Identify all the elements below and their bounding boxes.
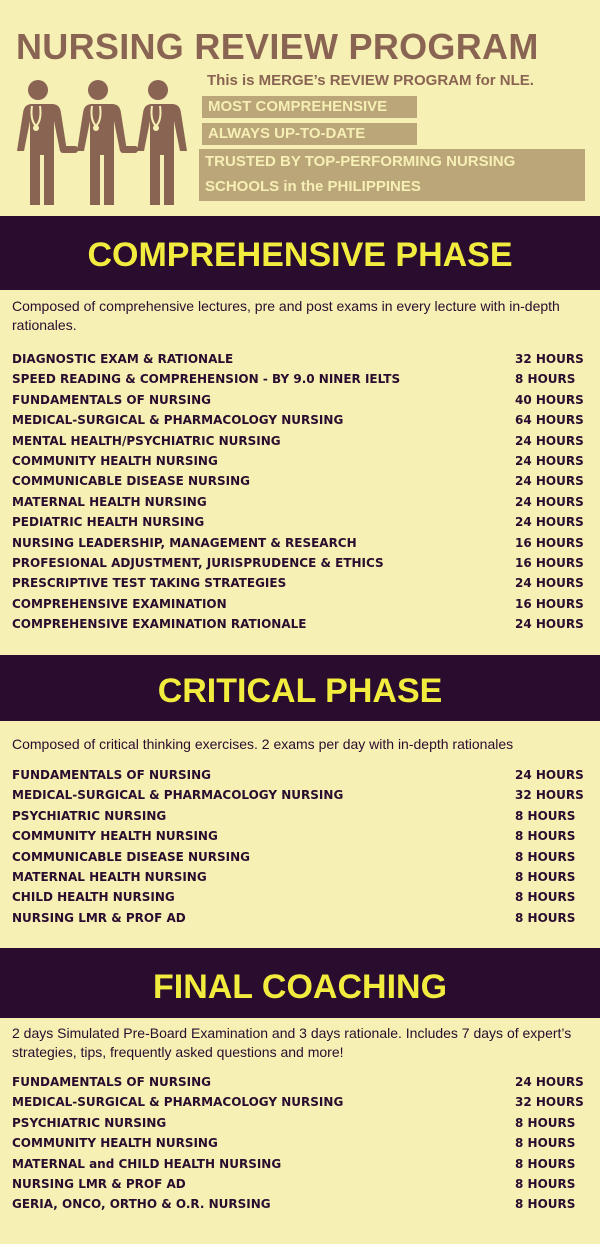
section-band-critical	[0, 655, 600, 721]
course-row	[12, 370, 582, 390]
course-hours: 8 HOURS	[515, 1136, 576, 1151]
nurses-holding-hands-icon	[12, 78, 192, 208]
course-name: MATERNAL HEALTH NURSING	[12, 869, 207, 884]
course-row	[12, 1114, 582, 1134]
course-name: PEDIATRIC HEALTH NURSING	[12, 515, 205, 530]
course-name: MEDICAL-SURGICAL & PHARMACOLOGY NURSING	[12, 1095, 344, 1110]
course-name: PSYCHIATRIC NURSING	[12, 808, 167, 823]
course-name: PSYCHIATRIC NURSING	[12, 1115, 167, 1130]
course-name: COMMUNITY HEALTH NURSING	[12, 829, 218, 844]
section-description: Composed of comprehensive lectures, pre and post exams in every lecture with in-depth rationales.	[12, 298, 560, 333]
course-row	[12, 1093, 582, 1113]
badge-always-up-to-date: ALWAYS UP-TO-DATE	[202, 123, 417, 145]
course-hours: 8 HOURS	[515, 829, 576, 844]
course-name: FUNDAMENTALS OF NURSING	[12, 392, 212, 407]
course-hours: 8 HOURS	[515, 890, 576, 905]
course-row	[12, 432, 582, 452]
course-name: GERIA, ONCO, ORTHO & O.R. NURSING	[12, 1197, 271, 1212]
course-row	[12, 534, 582, 554]
header	[0, 0, 600, 216]
course-hours: 24 HOURS	[515, 617, 584, 632]
tagline: This is MERGE’s REVIEW PROGRAM for NLE.	[207, 72, 534, 89]
course-hours: 32 HOURS	[515, 352, 584, 366]
course-name: MATERNAL HEALTH NURSING	[12, 494, 207, 509]
course-name: DIAGNOSTIC EXAM & RATIONALE	[12, 352, 234, 366]
course-row	[12, 1175, 582, 1195]
course-name: COMMUNICABLE DISEASE NURSING	[12, 474, 251, 489]
course-name: COMPREHENSIVE EXAMINATION	[12, 596, 227, 611]
course-hours: 8 HOURS	[515, 849, 576, 864]
course-hours: 8 HOURS	[515, 910, 576, 925]
course-row	[12, 513, 582, 533]
course-hours: 24 HOURS	[515, 515, 584, 530]
course-name: FUNDAMENTALS OF NURSING	[12, 768, 212, 782]
badge-trusted: TRUSTED BY TOP-PERFORMING NURSING SCHOOLS in the PHILIPPINES	[199, 149, 585, 201]
course-hours: 16 HOURS	[515, 535, 584, 550]
course-hours: 24 HOURS	[515, 474, 584, 489]
course-row	[12, 786, 582, 806]
course-hours: 32 HOURS	[515, 1095, 584, 1110]
course-row	[12, 595, 582, 615]
course-hours: 8 HOURS	[515, 372, 576, 387]
badge-most-comprehensive: MOST COMPREHENSIVE	[202, 96, 417, 118]
course-name: COMPREHENSIVE EXAMINATION RATIONALE	[12, 617, 307, 632]
course-name: MENTAL HEALTH/PSYCHIATRIC NURSING	[12, 433, 281, 448]
course-row	[12, 1073, 582, 1093]
course-row	[12, 888, 582, 908]
course-hours: 32 HOURS	[515, 788, 584, 803]
section-description: 2 days Simulated Pre-Board Examination and 3 days rationale. Includes 7 days of expert’s strategies, tips, frequently asked questions and more!	[12, 1025, 572, 1060]
course-hours: 16 HOURS	[515, 596, 584, 611]
course-name: NURSING LMR & PROF AD	[12, 910, 186, 925]
course-hours: 64 HOURS	[515, 413, 584, 428]
course-hours: 8 HOURS	[515, 1115, 576, 1130]
course-row	[12, 868, 582, 888]
course-hours: 24 HOURS	[515, 768, 584, 782]
course-name: MATERNAL and CHILD HEALTH NURSING	[12, 1156, 282, 1171]
course-row	[12, 909, 582, 929]
course-row	[12, 1195, 582, 1215]
course-row	[12, 827, 582, 847]
course-row	[12, 411, 582, 431]
section-band-final-coaching	[0, 948, 600, 1018]
course-hours: 24 HOURS	[515, 494, 584, 509]
course-list-final-coaching	[12, 1073, 582, 1216]
course-name: FUNDAMENTALS OF NURSING	[12, 1075, 212, 1089]
course-name: NURSING LMR & PROF AD	[12, 1176, 186, 1191]
course-row	[12, 350, 582, 370]
course-row	[12, 493, 582, 513]
section-description: Composed of critical thinking exercises. 2 exams per day with in-depth rationales	[12, 736, 514, 752]
course-row	[12, 615, 582, 635]
course-hours: 16 HOURS	[515, 555, 584, 570]
section-title: FINAL COACHING	[152, 968, 448, 1006]
course-list-comprehensive	[12, 350, 582, 635]
course-name: COMMUNICABLE DISEASE NURSING	[12, 849, 251, 864]
course-list-critical	[12, 766, 582, 929]
course-hours: 8 HOURS	[515, 1156, 576, 1171]
course-name: PROFESIONAL ADJUSTMENT, JURISPRUDENCE & ETHICS	[12, 555, 384, 570]
course-row	[12, 848, 582, 868]
course-hours: 24 HOURS	[515, 453, 584, 468]
course-hours: 24 HOURS	[515, 576, 584, 591]
course-hours: 40 HOURS	[515, 392, 584, 407]
course-row	[12, 807, 582, 827]
course-row	[12, 1134, 582, 1154]
course-hours: 8 HOURS	[515, 869, 576, 884]
course-hours: 24 HOURS	[515, 1075, 584, 1089]
course-name: CHILD HEALTH NURSING	[12, 890, 175, 905]
section-title: CRITICAL PHASE	[157, 672, 443, 710]
course-hours: 8 HOURS	[515, 808, 576, 823]
course-name: SPEED READING & COMPREHENSION - BY 9.0 NINER IELTS	[12, 372, 401, 387]
course-name: MEDICAL-SURGICAL & PHARMACOLOGY NURSING	[12, 788, 344, 803]
course-row	[12, 452, 582, 472]
course-hours: 24 HOURS	[515, 433, 584, 448]
course-hours: 8 HOURS	[515, 1197, 576, 1212]
course-name: COMMUNITY HEALTH NURSING	[12, 453, 218, 468]
section-band-comprehensive	[0, 216, 600, 290]
course-row	[12, 472, 582, 492]
course-hours: 8 HOURS	[515, 1176, 576, 1191]
course-name: PRESCRIPTIVE TEST TAKING STRATEGIES	[12, 576, 287, 591]
section-title: COMPREHENSIVE PHASE	[87, 236, 513, 274]
course-row	[12, 391, 582, 411]
course-row	[12, 574, 582, 594]
page-title: NURSING REVIEW PROGRAM	[16, 26, 539, 67]
course-name: NURSING LEADERSHIP, MANAGEMENT & RESEARCH	[12, 535, 357, 550]
course-name: MEDICAL-SURGICAL & PHARMACOLOGY NURSING	[12, 413, 344, 428]
course-row	[12, 766, 582, 786]
course-row	[12, 554, 582, 574]
course-name: COMMUNITY HEALTH NURSING	[12, 1136, 218, 1151]
course-row	[12, 1155, 582, 1175]
